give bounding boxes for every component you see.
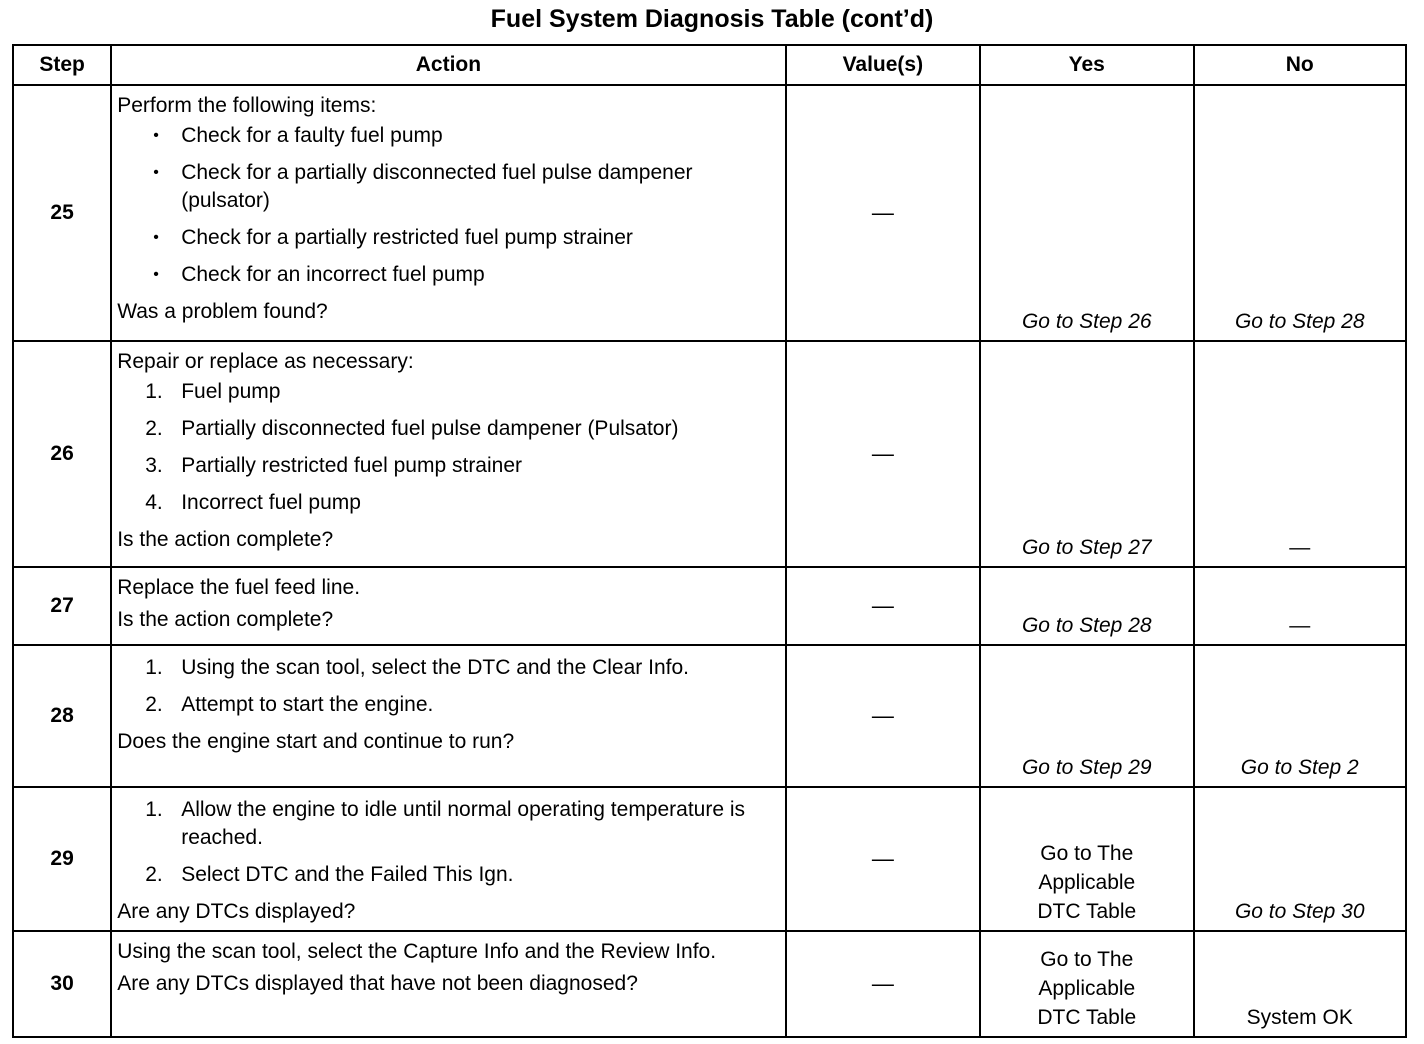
item-text: Attempt to start the engine. xyxy=(181,693,434,716)
list-item xyxy=(117,796,780,852)
repair-list xyxy=(117,378,780,517)
table-row-step-29 xyxy=(13,787,1406,931)
table-row-step-27 xyxy=(13,567,1406,645)
list-item xyxy=(117,861,780,889)
value-cell: — xyxy=(786,645,980,787)
no-cell: — xyxy=(1194,567,1407,645)
no-cell: Go to Step 28 xyxy=(1194,85,1407,341)
item-text: Incorrect fuel pump xyxy=(181,491,361,514)
item-text: Partially restricted fuel pump strainer xyxy=(181,454,523,477)
table-title: Fuel System Diagnosis Table (cont’d) xyxy=(490,5,934,33)
procedure-list xyxy=(117,654,780,719)
action-cell xyxy=(111,567,785,645)
item-number: 2. xyxy=(145,863,163,886)
yes-cell: Go to Step 26 xyxy=(980,85,1193,341)
step-number: 26 xyxy=(13,341,111,567)
item-number: 2. xyxy=(145,693,163,716)
item-number: 1. xyxy=(145,656,163,679)
item-text: Using the scan tool, select the DTC and the Clear Info. xyxy=(181,656,689,679)
yes-cell: Go to Step 27 xyxy=(980,341,1193,567)
yes-line: Go to The xyxy=(1040,842,1134,865)
item-text: Partially disconnected fuel pulse dampener (Pulsator) xyxy=(181,417,679,440)
action-cell xyxy=(111,787,785,931)
item-number: 2. xyxy=(145,417,163,440)
yes-cell xyxy=(980,787,1193,931)
no-cell: Go to Step 2 xyxy=(1194,645,1407,787)
step-number: 27 xyxy=(13,567,111,645)
list-item xyxy=(117,378,780,406)
header-step: Step xyxy=(13,45,111,85)
value-cell: — xyxy=(786,787,980,931)
yes-cell xyxy=(980,931,1193,1037)
check-list xyxy=(117,122,780,289)
table-row-step-25 xyxy=(13,85,1406,341)
header-yes: Yes xyxy=(980,45,1193,85)
value-cell: — xyxy=(786,341,980,567)
table-row-step-30 xyxy=(13,931,1406,1037)
list-item xyxy=(117,452,780,480)
list-item xyxy=(117,691,780,719)
list-item: • Check for a faulty fuel pump xyxy=(117,122,780,150)
step-number: 25 xyxy=(13,85,111,341)
list-item: • Check for an incorrect fuel pump xyxy=(117,261,780,289)
action-cell xyxy=(111,931,785,1037)
list-item: • Check for a partially restricted fuel pump strainer xyxy=(117,224,780,252)
action-question: Was a problem found? xyxy=(117,300,328,323)
step-number: 28 xyxy=(13,645,111,787)
action-question: Is the action complete? xyxy=(117,608,334,631)
header-values: Value(s) xyxy=(786,45,980,85)
header-row xyxy=(13,45,1406,85)
no-cell: System OK xyxy=(1194,931,1407,1037)
yes-line: Applicable xyxy=(1038,977,1136,1000)
list-item: • Check for a partially disconnected fuel pulse dampener (pulsator) xyxy=(117,159,780,215)
action-cell xyxy=(111,645,785,787)
action-intro: Perform the following items: xyxy=(117,94,377,117)
value-cell: — xyxy=(786,567,980,645)
action-question: Are any DTCs displayed? xyxy=(117,900,356,923)
item-text: Allow the engine to idle until normal operating temperature is reached. xyxy=(181,798,746,849)
list-item xyxy=(117,654,780,682)
item-text: Fuel pump xyxy=(181,380,281,403)
yes-cell: Go to Step 29 xyxy=(980,645,1193,787)
item-number: 1. xyxy=(145,380,163,403)
action-cell xyxy=(111,85,785,341)
action-cell xyxy=(111,341,785,567)
item-number: 3. xyxy=(145,454,163,477)
no-cell: — xyxy=(1194,341,1407,567)
no-cell: Go to Step 30 xyxy=(1194,787,1407,931)
diagnosis-table xyxy=(12,44,1407,1038)
step-number: 30 xyxy=(13,931,111,1037)
action-question: Is the action complete? xyxy=(117,528,334,551)
yes-cell: Go to Step 28 xyxy=(980,567,1193,645)
yes-line: Go to The xyxy=(1040,948,1134,971)
yes-line: Applicable xyxy=(1038,871,1136,894)
value-cell: — xyxy=(786,85,980,341)
procedure-list xyxy=(117,796,780,889)
value-cell: — xyxy=(786,931,980,1037)
action-question: Does the engine start and continue to run? xyxy=(117,730,515,753)
action-question: Are any DTCs displayed that have not been diagnosed? xyxy=(117,972,638,995)
header-action: Action xyxy=(111,45,785,85)
yes-line: DTC Table xyxy=(1037,1006,1137,1029)
step-number: 29 xyxy=(13,787,111,931)
item-text: Select DTC and the Failed This Ign. xyxy=(181,863,514,886)
action-intro: Using the scan tool, select the Capture Info and the Review Info. xyxy=(117,940,717,963)
list-item xyxy=(117,415,780,443)
item-number: 4. xyxy=(145,491,163,514)
header-no: No xyxy=(1194,45,1407,85)
table-row-step-28 xyxy=(13,645,1406,787)
item-number: 1. xyxy=(145,798,163,821)
list-item xyxy=(117,489,780,517)
action-intro: Replace the fuel feed line. xyxy=(117,576,361,599)
yes-line: DTC Table xyxy=(1037,900,1137,923)
action-intro: Repair or replace as necessary: xyxy=(117,350,414,373)
table-row-step-26 xyxy=(13,341,1406,567)
